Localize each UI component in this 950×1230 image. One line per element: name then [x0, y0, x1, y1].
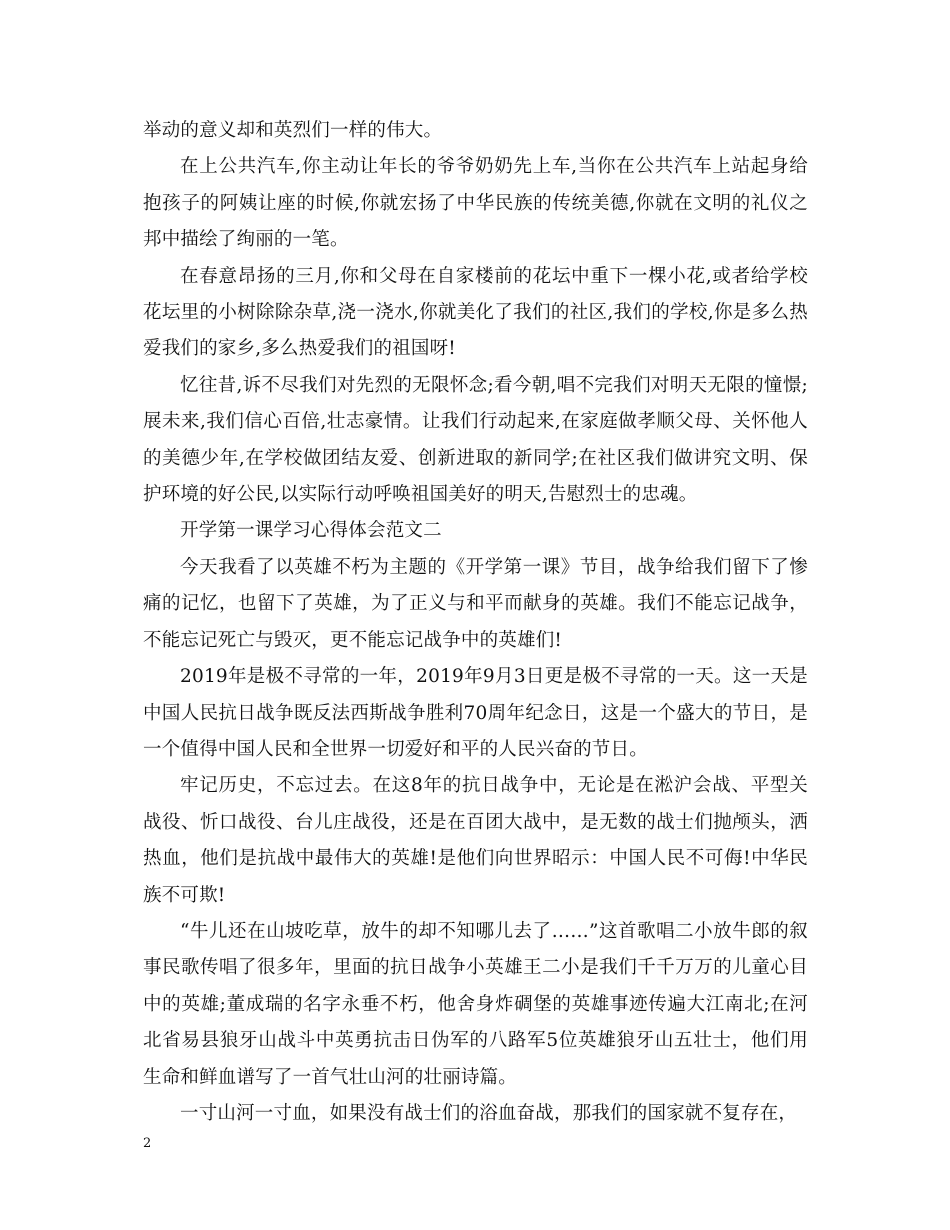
- paragraph: 在上公共汽车,你主动让年长的爷爷奶奶先上车,当你在公共汽车上站起身给抱孩子的阿姨让座的时候,你就宏扬了中华民族的传统美德,你就在文明的礼仪之邦中描绘了绚丽的一笔。: [143, 156, 808, 251]
- paragraph: 一寸山河一寸血，如果没有战士们的浴血奋战，那我们的国家就不复存在，: [180, 1102, 798, 1124]
- paragraph: 牢记历史，不忘过去。在这8年的抗日战争中，无论是在淞沪会战、平型关战役、忻口战役、台儿庄战役，还是在百团大战中，是无数的战士们抛颅头，洒热血，他们是抗战中最伟大的英雄!是他们向世界昭示：中国人民不可侮!中华民族不可欺!: [143, 775, 808, 906]
- paragraph: 今天我看了以英雄不朽为主题的《开学第一课》节目，战争给我们留下了惨痛的记忆，也留下了英雄，为了正义与和平而献身的英雄。我们不能忘记战争，不能忘记死亡与毁灭，更不能忘记战争中的英雄们!: [143, 556, 808, 651]
- paragraph: 在春意昂扬的三月,你和父母在自家楼前的花坛中重下一棵小花,或者给学校花坛里的小树除除杂草,浇一浇水,你就美化了我们的社区,我们的学校,你是多么热爱我们的家乡,多么热爱我们的祖国呀!: [143, 265, 808, 360]
- paragraph: 2019年是极不寻常的一年，2019年9月3日更是极不寻常的一天。这一天是中国人民抗日战争既反法西斯战争胜利70周年纪念日，这是一个盛大的节日，是一个值得中国人民和全世界一切爱好和平的人民兴奋的节日。: [143, 666, 808, 760]
- page-number: 2: [143, 1136, 152, 1151]
- section-heading: 开学第一课学习心得体会范文二: [180, 520, 442, 542]
- paragraph: 忆往昔,诉不尽我们对先烈的无限怀念;看今朝,唱不完我们对明天无限的憧憬;展未来,我们信心百倍,壮志豪情。让我们行动起来,在家庭做孝顺父母、关怀他人的美德少年,在学校做团结友爱、创新进取的新同学;在社区我们做讲究文明、保护环境的好公民,以实际行动呼唤祖国美好的明天,告慰烈士的忠魂。: [143, 374, 808, 506]
- paragraph: “牛儿还在山坡吃草，放牛的却不知哪儿去了……”这首歌唱二小放牛郎的叙事民歌传唱了很多年，里面的抗日战争小英雄王二小是我们千千万万的儿童心目中的英雄;董成瑞的名字永垂不朽，他舍身炸碉堡的英雄事迹传遍大江南北;在河北省易县狼牙山战斗中英勇抗击日伪军的八路军5位英雄狼牙山五壮士，他们用生命和鲜血谱写了一首气壮山河的壮丽诗篇。: [143, 920, 808, 1088]
- paragraph: 举动的意义却和英烈们一样的伟大。: [143, 120, 443, 141]
- document-body: [143, 113, 808, 1132]
